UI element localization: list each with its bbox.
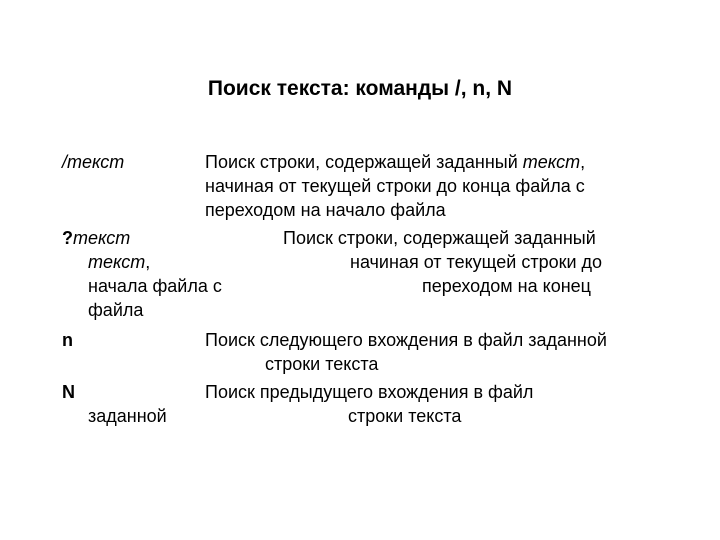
description-question-line-4: файла	[88, 300, 144, 320]
description-question-line-3-right: переходом на конец	[422, 276, 591, 296]
description-question-comma: ,	[145, 252, 151, 272]
description-N-line-2-right: строки текста	[348, 406, 462, 426]
description-question-line-2-right: начиная от текущей строки до	[350, 252, 603, 272]
command-question-symbol: ?	[62, 228, 73, 248]
description-n-line-2: строки текста	[265, 354, 379, 374]
description-N-line-1: Поиск предыдущего вхождения в файл	[205, 382, 534, 402]
description-question-line-1: Поиск строки, содержащей заданный	[283, 228, 596, 248]
command-previous-match: N	[62, 382, 75, 402]
description-slash-line-1-text: Поиск строки, содержащей заданный	[205, 152, 523, 172]
description-question-italic-word: текст	[88, 252, 146, 272]
description-n-line-1: Поиск следующего вхождения в файл заданной	[205, 330, 607, 350]
slide-title: Поиск текста: команды /, n, N	[207, 77, 513, 100]
command-question-word: текст	[73, 228, 131, 248]
description-slash-line-1	[205, 150, 585, 174]
description-N-line-2-left: заданной	[88, 406, 167, 426]
command-next-match: n	[62, 330, 73, 350]
description-slash-comma: ,	[580, 152, 586, 172]
description-question-line-3-left: начала файла с	[88, 276, 222, 296]
description-question-line-2-left	[88, 250, 150, 274]
description-slash-line-3: переходом на начало файла	[205, 200, 446, 220]
command-slash-search: /текст	[62, 152, 125, 172]
description-slash-italic-word: текст	[522, 152, 581, 172]
command-question-search	[62, 226, 130, 250]
description-slash-line-2: начиная от текущей строки до конца файла с	[205, 176, 585, 196]
